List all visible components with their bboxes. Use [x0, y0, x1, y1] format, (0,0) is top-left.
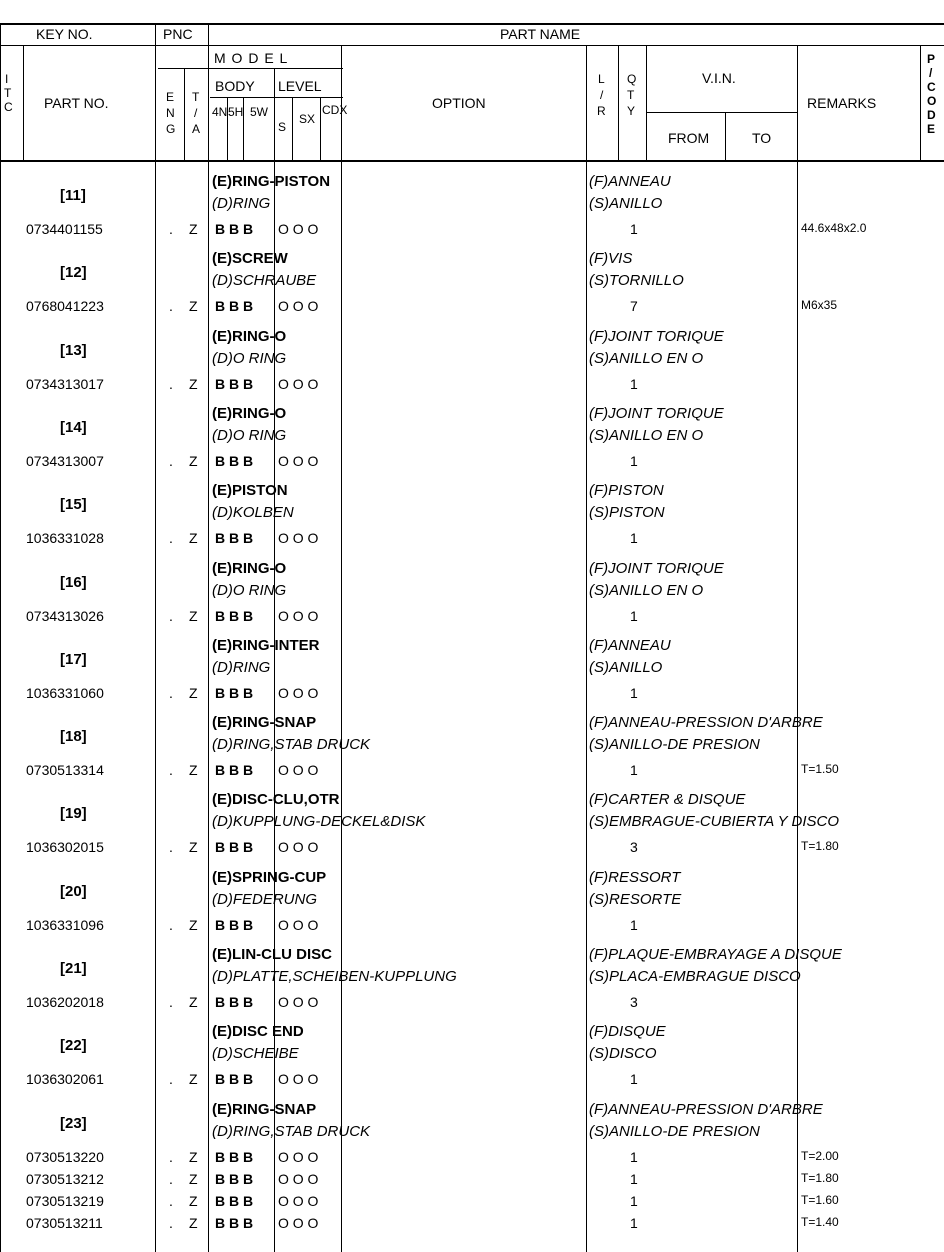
model-header: M O D E L: [214, 50, 289, 66]
key-number: [12]: [60, 264, 87, 282]
quantity: 1: [630, 1214, 638, 1231]
vin-to-header: TO: [752, 130, 772, 146]
header-row1-rule: [0, 45, 944, 46]
ta-code: Z: [189, 762, 198, 779]
part-name-french: (F)ANNEAU-PRESSION D'ARBRE: [589, 1100, 823, 1118]
part-name-french: (F)JOINT TORIQUE: [589, 404, 724, 422]
part-name-english: (E)RING-O: [212, 559, 287, 577]
part-name-english: (E)SPRING-CUP: [212, 868, 327, 886]
remarks-value: T=1.80: [801, 1170, 839, 1185]
level-codes: O O O: [278, 607, 319, 624]
ta-code: Z: [189, 1192, 198, 1209]
part-name-english: (E)DISC END: [212, 1023, 304, 1041]
part-name-english: (E)RING-INTER: [212, 636, 320, 654]
part-name-spanish: (S)ANILLO-DE PRESION: [589, 1122, 760, 1140]
part-name-german: (D)O RING: [212, 426, 287, 444]
body-codes: B B B: [215, 375, 254, 392]
part-name-spanish: (S)ANILLO EN O: [589, 581, 704, 599]
eng-dot: .: [169, 839, 173, 856]
part-name-german: (D)FEDERUNG: [212, 890, 317, 908]
part-name-german: (D)SCHEIBE: [212, 1045, 299, 1063]
part-name-spanish: (S)TORNILLO: [589, 272, 684, 290]
remarks-value: T=1.50: [801, 762, 839, 777]
part-name-german: (D)RING: [212, 195, 271, 212]
part-name-french: (F)RESSORT: [589, 868, 681, 886]
part-name-german: (D)PLATTE,SCHEIBEN-KUPPLUNG: [212, 968, 457, 985]
pcode-header-e: E: [927, 122, 936, 136]
level-codes: O O O: [278, 1148, 319, 1165]
body-codes: B B B: [215, 221, 254, 237]
ta-code: Z: [189, 916, 198, 933]
body-codes: B B B: [215, 839, 254, 856]
eng-dot: .: [169, 1214, 173, 1231]
part-name-german: (D)SCHRAUBE: [212, 272, 317, 290]
body-codes: B B B: [215, 994, 254, 1010]
eng-dot: .: [169, 916, 173, 933]
part-name-english: (E)RING-O: [212, 404, 287, 422]
pcode-header-p: P: [927, 52, 936, 66]
option-header: OPTION: [432, 95, 486, 111]
eng-header-n: N: [166, 106, 175, 120]
body-codes: B B B: [215, 452, 254, 469]
quantity: 3: [630, 839, 638, 856]
part-name-header: PART NAME: [500, 26, 581, 42]
key-number: [19]: [60, 805, 87, 823]
quantity: 1: [630, 607, 638, 624]
col-line-lr: [618, 45, 619, 160]
eng-dot: .: [169, 994, 173, 1010]
eng-header-e: E: [166, 90, 175, 104]
ta-code: Z: [189, 1214, 198, 1231]
part-name-english: (E)RING-SNAP: [212, 1100, 317, 1118]
part-name-german: (D)KOLBEN: [212, 504, 294, 522]
part-name-french: (F)ANNEAU-PRESSION D'ARBRE: [589, 714, 823, 732]
remarks-value: M6x35: [801, 298, 838, 313]
key-number: [22]: [60, 1037, 87, 1055]
quantity: 1: [630, 530, 638, 547]
remarks-value: T=2.00: [801, 1148, 839, 1163]
part-name-spanish: (S)ANILLO: [589, 658, 663, 676]
level-col-sx: SX: [298, 112, 315, 126]
quantity: 1: [630, 1170, 638, 1187]
key-number: [11]: [60, 187, 86, 204]
eng-dot: .: [169, 762, 173, 779]
col-line-from: [725, 112, 726, 160]
quantity: 1: [630, 1192, 638, 1209]
part-number: 0730513211: [26, 1214, 103, 1231]
eng-dot: .: [169, 1148, 173, 1165]
part-name-spanish: (S)DISCO: [589, 1045, 657, 1063]
body-codes: B B B: [215, 607, 254, 624]
ta-code: Z: [189, 221, 198, 237]
part-name-spanish: (S)EMBRAGUE-CUBIERTA Y DISCO: [589, 813, 840, 831]
eng-dot: .: [169, 684, 173, 701]
part-no-header: PART NO.: [44, 95, 109, 111]
part-number: 1036331096: [26, 916, 104, 933]
part-number: 1036331028: [26, 530, 104, 547]
level-col-cdx: CDX: [322, 103, 348, 117]
qty-header-y: Y: [627, 104, 636, 118]
level-codes: O O O: [278, 221, 319, 237]
col-line-option: [586, 45, 587, 1252]
remarks-value: T=1.80: [801, 839, 839, 854]
key-number: [16]: [60, 573, 87, 591]
ta-code: Z: [189, 530, 198, 547]
quantity: 1: [630, 916, 638, 933]
ta-code: Z: [189, 684, 198, 701]
key-number: [14]: [60, 418, 87, 436]
part-name-french: (F)JOINT TORIQUE: [589, 559, 724, 577]
part-name-spanish: (S)PISTON: [589, 504, 665, 522]
level-codes: O O O: [278, 375, 319, 392]
vin-rule: [647, 112, 797, 113]
qty-header-t: T: [627, 88, 635, 102]
col-line-itc: [23, 45, 24, 160]
level-codes: O O O: [278, 994, 319, 1010]
part-name-french: (F)CARTER & DISQUE: [589, 791, 746, 809]
part-name-spanish: (S)ANILLO-DE PRESION: [589, 736, 760, 754]
part-number: 0734313007: [26, 452, 104, 469]
level-codes: O O O: [278, 452, 319, 469]
part-number: 1036302061: [26, 1071, 104, 1088]
key-number: [13]: [60, 341, 87, 359]
ta-header-t: T: [192, 90, 200, 104]
pcode-header-o: O: [927, 94, 937, 108]
part-name-english: (E)RING-SNAP: [212, 714, 317, 732]
remarks-header: REMARKS: [807, 95, 877, 111]
eng-dot: .: [169, 221, 173, 237]
ta-code: Z: [189, 375, 198, 392]
level-codes: O O O: [278, 684, 319, 701]
part-name-french: (F)DISQUE: [589, 1023, 666, 1041]
key-number: [20]: [60, 882, 87, 900]
level-header: LEVEL: [278, 78, 322, 94]
part-name-german: (D)O RING: [212, 581, 287, 599]
col-line-ta: [208, 23, 209, 1252]
ta-code: Z: [189, 1071, 198, 1088]
part-number: 0730513314: [26, 762, 104, 779]
col-line-body: [274, 68, 275, 1252]
eng-dot: .: [169, 530, 173, 547]
part-name-spanish: (S)ANILLO EN O: [589, 426, 704, 444]
ta-code: Z: [189, 298, 198, 315]
body-codes: B B B: [215, 1071, 254, 1088]
part-number: 1036202018: [26, 994, 104, 1010]
quantity: 1: [630, 1071, 638, 1088]
remarks-value: T=1.40: [801, 1214, 839, 1229]
body-level-rule: [210, 97, 343, 98]
ta-code: Z: [189, 607, 198, 624]
key-number: [21]: [60, 960, 87, 977]
part-name-french: (F)PLAQUE-EMBRAYAGE A DISQUE: [589, 946, 842, 963]
remarks-value: 44.6x48x2.0: [801, 221, 867, 235]
part-number: 1036302015: [26, 839, 104, 856]
body-codes: B B B: [215, 1192, 254, 1209]
eng-dot: .: [169, 1071, 173, 1088]
part-name-german: (D)RING,STAB DRUCK: [212, 736, 371, 754]
part-name-spanish: (S)PLACA-EMBRAGUE DISCO: [589, 968, 801, 985]
eng-dot: .: [169, 1170, 173, 1187]
part-number: 0730513219: [26, 1192, 104, 1209]
part-number: 0730513220: [26, 1148, 104, 1165]
level-codes: O O O: [278, 530, 319, 547]
itc-header-i: I: [5, 72, 9, 86]
part-name-spanish: (S)ANILLO: [589, 195, 663, 212]
eng-dot: .: [169, 1192, 173, 1209]
pcode-header-slash: /: [929, 66, 933, 80]
level-codes: O O O: [278, 1170, 319, 1187]
eng-header-g: G: [166, 122, 176, 136]
itc-header-t: T: [4, 86, 12, 100]
part-number: 0768041223: [26, 298, 104, 315]
part-name-german: (D)KUPPLUNG-DECKEL&DISK: [212, 813, 426, 831]
col-line-partno: [155, 23, 156, 1252]
quantity: 3: [630, 994, 638, 1010]
body-codes: B B B: [215, 298, 254, 315]
part-name-english: (E)SCREW: [212, 250, 288, 268]
part-number: 0734313017: [26, 375, 104, 392]
ta-code: Z: [189, 1170, 198, 1187]
col-line-level: [341, 45, 342, 1252]
pnc-header: PNC: [163, 26, 193, 42]
eng-dot: .: [169, 607, 173, 624]
eng-dot: .: [169, 452, 173, 469]
body-codes: B B B: [215, 916, 254, 933]
ta-code: Z: [189, 1148, 198, 1165]
col-line-vin: [797, 45, 798, 1252]
quantity: 1: [630, 452, 638, 469]
vin-from-header: FROM: [668, 130, 710, 146]
level-codes: O O O: [278, 762, 319, 779]
level-codes: O O O: [278, 839, 319, 856]
quantity: 1: [630, 375, 638, 392]
ta-code: Z: [189, 994, 198, 1010]
key-no-header: KEY NO.: [36, 26, 93, 42]
quantity: 7: [630, 298, 638, 315]
body-codes: B B B: [215, 684, 254, 701]
pcode-header-d: D: [927, 108, 936, 122]
quantity: 1: [630, 221, 638, 237]
part-name-english: (E)RING-PISTON: [212, 173, 331, 190]
body-col-5h: 5H: [228, 105, 244, 119]
body-codes: B B B: [215, 1148, 254, 1165]
body-codes: B B B: [215, 1170, 254, 1187]
part-name-german: (D)O RING: [212, 349, 287, 367]
level-codes: O O O: [278, 298, 319, 315]
part-number: 0734313026: [26, 607, 104, 624]
level-codes: O O O: [278, 1192, 319, 1209]
qty-header-q: Q: [627, 72, 637, 86]
model-rule: [158, 68, 343, 69]
level-col-s: S: [278, 120, 287, 134]
part-name-english: (E)PISTON: [212, 482, 288, 500]
part-number: 0734401155: [26, 221, 103, 237]
header-bottom-rule: [0, 160, 944, 162]
part-name-french: (F)VIS: [589, 250, 633, 268]
body-header: BODY: [215, 78, 255, 94]
key-number: [18]: [60, 728, 87, 746]
part-name-english: (E)DISC-CLU,OTR: [212, 791, 340, 809]
part-name-french: (F)ANNEAU: [589, 173, 671, 190]
part-name-spanish: (S)ANILLO EN O: [589, 349, 704, 367]
quantity: 1: [630, 684, 638, 701]
lr-header-l: L: [598, 72, 605, 86]
ta-code: Z: [189, 839, 198, 856]
part-name-spanish: (S)RESORTE: [589, 890, 682, 908]
body-codes: B B B: [215, 1214, 254, 1231]
col-line-remarks: [920, 45, 921, 160]
col-line-eng: [184, 68, 185, 160]
part-name-french: (F)ANNEAU: [589, 636, 671, 654]
level-codes: O O O: [278, 1071, 319, 1088]
key-number: [15]: [60, 496, 87, 514]
body-codes: B B B: [215, 762, 254, 779]
part-name-english: (E)RING-O: [212, 327, 287, 345]
part-name-french: (F)PISTON: [589, 482, 664, 500]
body-col-5w: 5W: [250, 105, 268, 119]
pcode-header-c: C: [927, 80, 936, 94]
col-line-qty: [646, 45, 647, 160]
body-col-4n: 4N: [212, 105, 228, 119]
level-codes: O O O: [278, 1214, 319, 1231]
itc-header-c: C: [4, 100, 13, 114]
remarks-value: T=1.60: [801, 1192, 839, 1207]
key-number: [17]: [60, 650, 87, 668]
part-name-french: (F)JOINT TORIQUE: [589, 327, 724, 345]
lr-header-r: R: [597, 104, 606, 118]
eng-dot: .: [169, 298, 173, 315]
ta-code: Z: [189, 452, 198, 469]
body-codes: B B B: [215, 530, 254, 547]
part-number: 0730513212: [26, 1170, 104, 1187]
part-name-german: (D)RING,STAB DRUCK: [212, 1122, 371, 1140]
header-top-rule: [0, 23, 944, 25]
key-number: [23]: [60, 1114, 87, 1132]
ta-header-a: A: [192, 122, 201, 136]
part-number: 1036331060: [26, 684, 104, 701]
quantity: 1: [630, 1148, 638, 1165]
lr-header-slash: /: [600, 88, 604, 102]
col-line-s: [292, 97, 293, 160]
eng-dot: .: [169, 375, 173, 392]
part-name-english: (E)LIN-CLU DISC: [212, 946, 332, 963]
col-line-sx: [320, 97, 321, 160]
level-codes: O O O: [278, 916, 319, 933]
col-line-0: [0, 23, 1, 1252]
part-name-german: (D)RING: [212, 658, 271, 676]
quantity: 1: [630, 762, 638, 779]
vin-header: V.I.N.: [702, 70, 736, 86]
ta-header-slash: /: [194, 106, 198, 120]
